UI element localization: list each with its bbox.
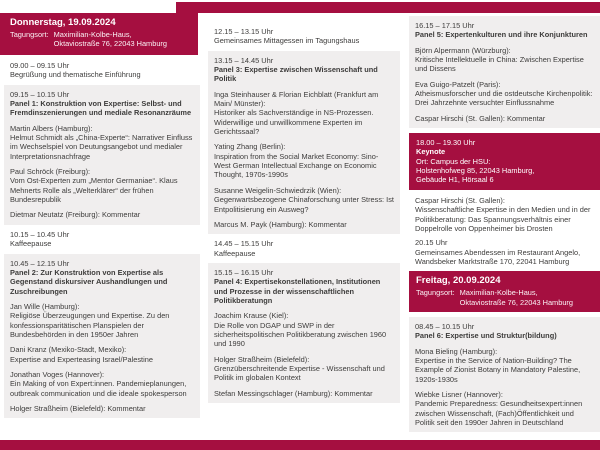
time-slot: 09.00 – 09.15 Uhr <box>10 61 70 70</box>
panel-title: Panel 2: Zur Konstruktion von Expertise als Gegenstand diskursiver Aushandlungen und Zuschreibungen <box>10 267 168 296</box>
panel-block <box>4 85 200 225</box>
text-line: Kaffeepause <box>214 248 256 258</box>
panel-title: Panel 3: Expertise zwischen Wissenschaft und Politik <box>214 65 378 84</box>
time-slot: 16.15 – 17.15 Uhr <box>415 21 475 30</box>
speaker-line: Caspar Hirschi (St. Gallen): <box>415 195 505 205</box>
panel-block <box>208 263 400 403</box>
talk-title-line: Gegenwartsbezogene Chinaforschung unter Stress: Ist Entpolitisierung ein Ausweg? <box>214 195 394 214</box>
text-line: Gemeinsames Abendessen im Restaurant Angelo, Wandsbeker Marktstraße 170, 22041 Hamburg <box>415 247 581 266</box>
speaker-line: Jan Wille (Hamburg): <box>10 301 80 311</box>
talk-title-line: Expertise and Experteasing Israel/Palestine <box>10 354 153 364</box>
time-slot: 20.15 Uhr <box>415 238 448 248</box>
speaker-line: Dani Kranz (Mexiko-Stadt, Mexiko): <box>10 345 127 355</box>
time-slot: 13.15 – 14.45 Uhr <box>214 55 274 65</box>
venue-address-line-1: Maximilian-Kolbe-Haus, <box>53 30 132 39</box>
schedule-column-2 <box>208 27 400 408</box>
day1-title: Donnerstag, 19.09.2024 <box>10 17 116 28</box>
talk-entry <box>214 355 394 383</box>
top-accent-ribbon <box>176 2 600 13</box>
talk-title-line: Grenzüberschreitende Expertise - Wissenschaft und Politik im globalen Kontext <box>214 363 385 383</box>
talk-entry <box>10 124 194 161</box>
panel-title: Panel 4: Expertisekonstellationen, Institutionen und Prozesse in der wissenschaftlichen Politikberatungn <box>214 277 381 305</box>
venue-label: Tagungsort: <box>416 288 455 298</box>
time-slot: 09.15 – 10.15 Uhr <box>10 89 70 99</box>
talk-title-line: Helmut Schmidt als „China-Experte“: Narrativer Einfluss im Wechselspiel von Deutungsangebot und medialer Interpretationsnachfrage <box>10 133 193 161</box>
talk-entry <box>214 220 394 229</box>
keynote-block <box>409 133 600 190</box>
talk-entry <box>214 186 394 214</box>
talk-entry <box>214 90 394 137</box>
speaker-line: Holger Straßheim (Bielefeld): <box>214 354 310 364</box>
speaker-line: Caspar Hirschi (St. Gallen): Kommentar <box>415 113 546 123</box>
day2-title: Freitag, 20.09.2024 <box>416 275 501 287</box>
time-slot: 08.45 – 10.15 Uhr <box>415 322 475 332</box>
time-slot: 10.45 – 12.15 Uhr <box>10 258 70 268</box>
speaker-line: Marcus M. Payk (Hamburg): Kommentar <box>214 219 347 229</box>
speaker-line: Susanne Weigelin-Schwiedrzik (Wien): <box>214 185 342 195</box>
speaker-line: Paul Schröck (Freiburg): <box>10 167 91 177</box>
schedule-item <box>409 196 600 233</box>
time-slot: 18.00 – 19.30 Uhr <box>416 138 476 148</box>
schedule-item <box>208 27 400 46</box>
talk-entry <box>415 80 594 108</box>
panel-block <box>4 254 200 419</box>
talk-title-line: Atheismusforscher und die ostdeutsche Kirchenpolitik: Drei Jahrzehnte versuchter Einflussnahme <box>415 89 593 108</box>
panel-block <box>208 51 400 235</box>
text-line: Kaffeepause <box>10 239 52 249</box>
day2-header <box>409 271 600 312</box>
panel-block <box>409 317 600 432</box>
talk-title-line: Ein Making of von Expert:innen. Pandemieplanungen, outbreak communication und die ideale spokesperson <box>10 379 187 398</box>
talk-entry <box>415 390 594 427</box>
schedule-item <box>208 239 400 258</box>
talk-entry <box>415 114 594 123</box>
time-slot: 14.45 – 15.15 Uhr <box>214 239 274 249</box>
talk-entry <box>10 345 194 364</box>
talk-title-line: Vom Ost-Experten zum „Mentor Germaniae“. Klaus Mehnerts Rolle als „Welterklärer“ der frühen Bundesrepublik <box>10 176 178 205</box>
talk-entry <box>214 389 394 398</box>
talk-entry <box>10 302 194 339</box>
panel-block <box>409 16 600 128</box>
speaker-line: Martin Albers (Hamburg): <box>10 123 93 133</box>
talk-title-line: Historiker als Sachverständige in NS-Prozessen. Widerwillige und unwillkommene Experten im Gerichtssaal? <box>214 108 374 137</box>
talk-entry <box>10 404 194 413</box>
schedule-item <box>409 238 600 266</box>
speaker-line: Jonathan Voges (Hannover): <box>10 369 105 379</box>
speaker-line: Yating Zhang (Berlin): <box>214 142 286 152</box>
speaker-line: Joachim Krause (Kiel): <box>214 311 289 321</box>
venue-label: Tagungsort: <box>10 30 49 39</box>
text-line: Holstenhofweg 85, 22043 Hamburg, <box>416 166 535 176</box>
speaker-line: Stefan Messingschlager (Hamburg): Kommentar <box>214 388 373 398</box>
text-line: Ort: Campus der HSU: <box>416 156 491 166</box>
speaker-line: Mona Bieling (Hamburg): <box>415 346 498 356</box>
talk-entry <box>10 210 194 219</box>
talk-title-line: Pandemic Preparedness: Gesundheitsexpert:innen zwischen Wissenschaft, (Fach)Öffentlichkeit und Politik seit den 1990er Jahren in Deutschland <box>415 399 583 428</box>
day2-venue <box>416 288 593 307</box>
schedule-column-3 <box>409 16 600 437</box>
speaker-line: Inga Steinhauser & Florian Eichblatt (Frankfurt am Main/ Münster): <box>214 89 379 109</box>
talk-entry <box>214 142 394 179</box>
panel-title: Panel 1: Konstruktion von Expertise: Selbst- und Fremdinszenierungen und mediale Resonanzräume <box>10 99 192 118</box>
talk-title-line: Kritische Intellektuelle in China: Zwischen Expertise und Dissens <box>415 55 584 74</box>
time-slot: 12.15 – 13.15 Uhr <box>214 27 274 36</box>
talk-entry <box>415 196 594 233</box>
panel-title: Panel 6: Expertise und Struktur(bildung) <box>415 331 557 341</box>
time-slot: 15.15 – 16.15 Uhr <box>214 267 274 277</box>
talk-title-line: Religiöse Überzeugungen und Expertise. Zu den konfessionsparitätischen Planspielen der Bundesbehörden in den 1950er Jahren <box>10 311 170 339</box>
speaker-line: Dietmar Neutatz (Freiburg): Kommentar <box>10 210 141 220</box>
panel-title: Panel 5: Expertenkulturen und ihre Konjunkturen <box>415 30 588 40</box>
venue-address-line-2: Oktaviostraße 76, 22043 Hamburg <box>459 297 574 307</box>
bottom-accent-bar <box>0 440 600 450</box>
keynote-title: Keynote <box>416 147 446 157</box>
speaker-line: Wiebke Lisner (Hannover): <box>415 390 503 400</box>
text-line: Begrüßung und thematische Einführung <box>10 70 141 80</box>
talk-entry <box>415 46 594 74</box>
venue-address-line-2: Oktaviostraße 76, 22043 Hamburg <box>53 39 168 49</box>
time-slot: 10.15 – 10.45 Uhr <box>10 229 70 239</box>
schedule-item <box>4 61 200 80</box>
schedule-item <box>4 230 200 249</box>
speaker-line: Holger Straßheim (Bielefeld): Kommentar <box>10 403 146 413</box>
text-line: Gebäude H1, Hörsaal 6 <box>416 175 494 185</box>
speaker-line: Björn Alpermann (Würzburg): <box>415 45 511 55</box>
speaker-line: Eva Guigo-Patzelt (Paris): <box>415 79 501 89</box>
talk-entry <box>214 311 394 348</box>
talk-title-line: Inspiration from the Social Market Economy: Sino-West German Intellectual Exchange on Economic Thought, 1970s-1990s <box>214 151 379 180</box>
venue-address-line-1: Maximilian-Kolbe-Haus, <box>459 288 538 298</box>
text-line: Gemeinsames Mittagessen im Tagungshaus <box>214 36 360 46</box>
talk-title-line: Wissenschaftliche Expertise in den Medien und in der Politikberatung: Das Spannungsverhältnis einer Doppelrolle von Oppenheimer bis Drosten <box>415 205 591 233</box>
talk-entry <box>10 167 194 204</box>
talk-entry <box>415 347 594 384</box>
talk-title-line: Expertise in the Service of Nation-Building? The Example of Zionist Botany in Mandatory Palestine, 1920s-1930s <box>415 356 581 384</box>
talk-title-line: Die Rolle von DGAP und SWP in der sicherheitspolitischen Politikberatung zwischen 1960 und 1990 <box>214 320 387 349</box>
talk-entry <box>10 370 194 398</box>
day1-header <box>0 13 198 55</box>
schedule-column-1 <box>4 61 200 423</box>
day1-venue <box>10 30 192 49</box>
